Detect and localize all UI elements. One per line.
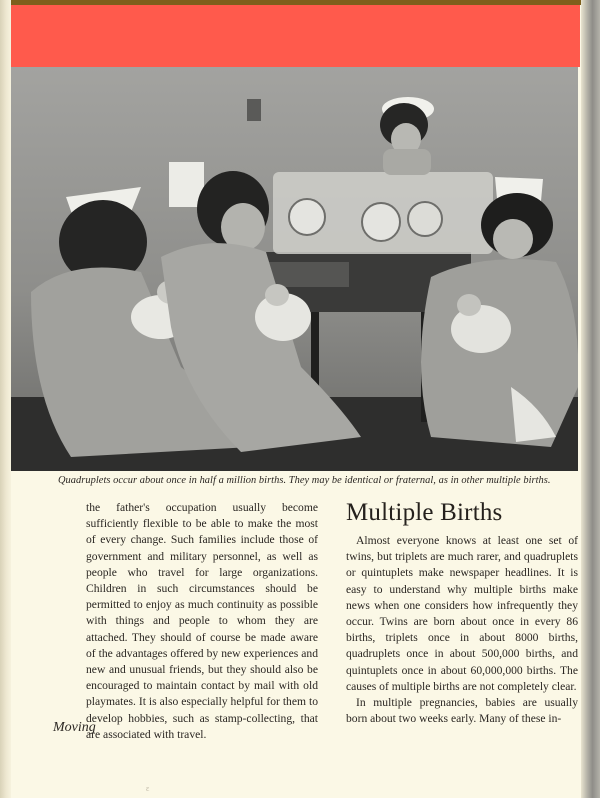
right-column-text [346,533,578,727]
left-column-text [86,500,318,743]
page-right-fold [581,0,600,798]
nurses-quadruplets-photo [11,67,578,471]
page-left-edge [0,0,11,798]
section-paragraph-2: In multiple pregnancies, babies are usually born about two weeks early. Many of these in- [346,696,578,726]
photo-caption: Quadruplets occur about once in half a million births. They may be identical or fraternal, as in other multiple births. [58,475,551,486]
running-footer-title: Moving [53,720,96,735]
section-heading: Multiple Births [346,499,503,526]
paper-speck: ɛ [146,784,150,793]
section-paragraph-1: Almost everyone knows at least one set of twins, but triplets are much rarer, and quadruplets or quintuplets make newspaper headlines. It is easy to understand why multiple births make news when one considers how infrequently they occur. Twins are born about once in every 86 births, triplets once in about 8000 births, quadruplets once in about 500,000 births, and quintuplets once in about 60,000,000 births. The causes of multiple births are not completely clear. [346,534,578,693]
left-column-paragraph: the father's occupation usually become sufficiently flexible to be able to make the most of every change. Such families include those of government and military personnel, as well as people who travel for large organizations. Children in such circumstances should be permitted to enjoy as much continuity as possible with things and people to whom they are attached. They should of course be made aware of the advantages offered by new experiences and new and unusual friends, but they should also be encouraged to maintain contact by mail with old playmates. It is also especially helpful for them to develop hobbies, such as stamp-collecting, that are associated with travel. [86,501,318,741]
accent-color-band [11,5,580,67]
